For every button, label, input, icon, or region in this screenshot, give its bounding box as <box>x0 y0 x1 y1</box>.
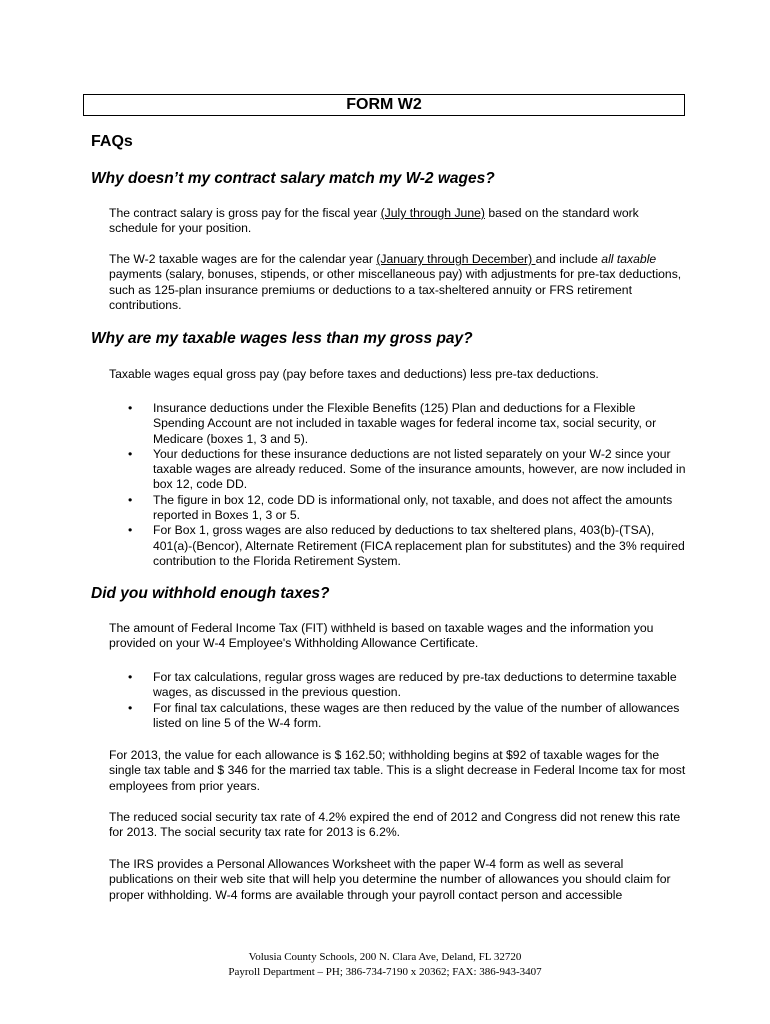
list-item: • For Box 1, gross wages are also reduced by deductions to tax sheltered plans, 403(b)-(TSA), 401(a)-(Bencor), Alternate Retirement (FICA replacement plan for substitutes) and the 3% required contribution to the Florida Retirement System. <box>109 523 689 569</box>
list-item: • For tax calculations, regular gross wages are reduced by pre-tax deductions to determine taxable wages, as discussed in the previous question. <box>109 670 689 701</box>
list-item: • The figure in box 12, code DD is informational only, not taxable, and does not affect the amounts reported in Boxes 1, 3 or 5. <box>109 493 689 524</box>
list-item: • Your deductions for these insurance deductions are not listed separately on your W-2 since your taxable wages are already reduced. Some of the insurance amounts, however, are now included in box 12, code DD. <box>109 447 689 493</box>
paragraph-w2-taxable-wages <box>109 252 689 313</box>
list-item: • For final tax calculations, these wages are then reduced by the value of the number of allowances listed on line 5 of the W-4 form. <box>109 701 689 732</box>
paragraph-contract-salary <box>109 206 689 237</box>
list-tax-calculations <box>109 670 689 731</box>
text: The contract salary is gross pay for the fiscal year <box>109 206 381 220</box>
question-withhold-taxes: Did you withhold enough taxes? <box>91 585 330 602</box>
footer-contact: Payroll Department – PH; 386-734-7190 x 20362; FAX: 386-943-3407 <box>228 966 542 978</box>
all-taxable-italic: all taxable <box>601 252 657 266</box>
paragraph-irs-worksheet: The IRS provides a Personal Allowances Worksheet with the paper W-4 form as well as several publications on their web site that will help you determine the number of allowances you should claim for proper withholding. W-4 forms are available through your payroll contact person and accessible <box>109 857 671 902</box>
paragraph-taxable-wages-intro: Taxable wages equal gross pay (pay before taxes and deductions) less pre-tax deductions. <box>109 367 599 381</box>
fiscal-year-underlined: (July through June) <box>380 206 485 220</box>
faqs-heading: FAQs <box>91 133 133 150</box>
question-contract-salary: Why doesn’t my contract salary match my W-2 wages? <box>91 170 495 187</box>
paragraph-social-security: The reduced social security tax rate of 4.2% expired the end of 2012 and Congress did not renew this rate for 2013. The social security tax rate for 2013 is 6.2%. <box>109 810 681 840</box>
paragraph-fit-intro: The amount of Federal Income Tax (FIT) withheld is based on taxable wages and the information you provided on your W-4 Employee's Withholding Allowance Certificate. <box>109 621 654 651</box>
text: payments (salary, bonuses, stipends, or other miscellaneous pay) with adjustments for pre-tax deductions, such as 125-plan insurance premiums or deductions to a tax-sheltered annuity or FRS retirement contributions. <box>109 267 682 312</box>
list-taxable-wages <box>109 401 689 569</box>
text: and include <box>535 252 602 266</box>
paragraph-2013-allowance: For 2013, the value for each allowance is $ 162.50; withholding begins at $92 of taxable wages for the single tax table and $ 346 for the married tax table. This is a slight decrease in Federal Income tax for most employees from prior years. <box>109 748 686 793</box>
text: based on the standard work schedule for your position. <box>109 206 639 236</box>
list-item: • Insurance deductions under the Flexible Benefits (125) Plan and deductions for a Flexible Spending Account are not included in taxable wages for federal income tax, social security, or Medicare (boxes 1, 3 and 5). <box>109 401 689 447</box>
footer-address: Volusia County Schools, 200 N. Clara Ave, Deland, FL 32720 <box>248 951 522 963</box>
question-taxable-wages: Why are my taxable wages less than my gross pay? <box>91 330 473 347</box>
calendar-year-underlined: (January through December) <box>376 252 536 266</box>
form-title: FORM W2 <box>83 94 685 116</box>
text: The W-2 taxable wages are for the calendar year <box>109 252 377 266</box>
